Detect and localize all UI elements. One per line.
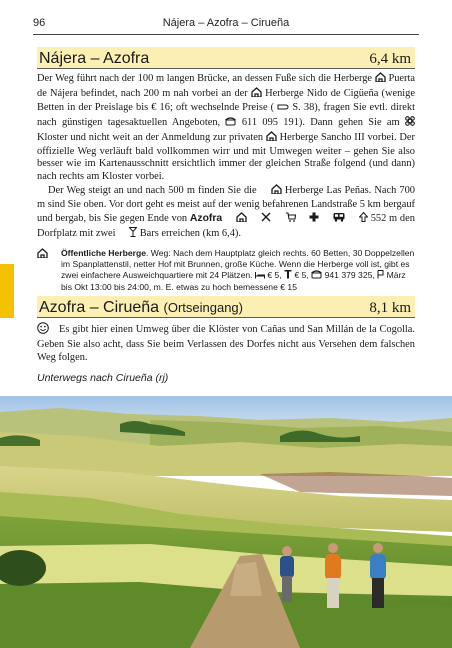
hostel-icon xyxy=(37,248,61,294)
hostel-icon xyxy=(260,184,282,199)
paragraph: Der Weg steigt an und nach 500 m finden Sie die Herberge Las Peñas. Nach 700 m sind Sie oben. Vor dort geht es meist auf der wenig befahrenen Landstraße 5 km bergauf und bergab, bis Sie gegen Ende von Azofra 552 m den Dorfplatz mit zwei Bars erreichen (km 6,4). xyxy=(37,184,415,242)
shop-icon xyxy=(274,212,296,227)
hostel-icon xyxy=(375,72,386,87)
section-azofra-cirauna xyxy=(37,296,415,365)
section-heading xyxy=(37,296,415,318)
hostel-icon xyxy=(251,87,262,102)
phone-icon xyxy=(311,270,322,282)
bed-icon xyxy=(255,271,265,282)
chapter-thumb-tab xyxy=(0,264,14,318)
restaurant-icon xyxy=(250,212,271,227)
opening-hours-icon xyxy=(377,270,384,282)
note-lead: Öffentliche Herberge xyxy=(61,247,147,258)
section-body xyxy=(37,72,415,242)
bar-glass-icon xyxy=(118,227,137,242)
hostel-icon xyxy=(266,131,277,146)
landscape-photo xyxy=(0,396,452,648)
hostel-info-note: Öffentliche Herberge. Weg: Nach dem Hauptplatz gleich rechts. 60 Betten, 30 Doppelzellen im Spanplattenstil, netter Hof mit Brunnen, große Küche. Wenn die Herberge voll ist, gibt es zwei einfachere Ausweichquartiere mit 24 Plätzen. € 5, € 5, 941 379 325, März bis Okt 13:00 bis 24:00, m. E. etwas zu hoch bemessene € 15 xyxy=(37,248,415,294)
section-title: Azofra – Cirueña xyxy=(39,299,160,316)
page-number: 96 xyxy=(33,17,46,29)
smiley-icon xyxy=(37,322,49,339)
pointing-hand-icon xyxy=(277,103,289,116)
running-title: Nájera – Azofra – Cirueña xyxy=(162,17,290,29)
elevation-arrow-icon xyxy=(348,212,368,227)
photo-caption: Unterwegs nach Cirueña (rj) xyxy=(37,372,169,384)
phone-icon xyxy=(225,117,236,131)
hostel-icon xyxy=(225,212,247,227)
place-name: Azofra xyxy=(189,213,223,225)
bus-icon xyxy=(322,212,345,227)
monastery-icon xyxy=(405,116,415,131)
section-distance: 6,4 km xyxy=(369,51,411,67)
section-distance: 8,1 km xyxy=(369,300,411,316)
section-title: Nájera – Azofra xyxy=(39,50,150,67)
section-body: Es gibt hier einen Umweg über die Klöster von Cañas und San Millán de la Cogolla. Geben Sie also acht, dass Sie beim Verlassen des Dorfes nicht aus Versehen dem falschen Weg folgen. xyxy=(37,324,415,363)
section-subtitle: (Ortseingang) xyxy=(163,300,243,315)
pharmacy-icon xyxy=(298,212,319,227)
header-rule xyxy=(33,34,419,35)
paragraph: Der Weg führt nach der 100 m langen Brücke, an dessen Fuße sich die Herberge Puerta de Nájera befindet, nach 200 m nah vorbei an der Herberge Nido de Cigüeña (wenige Betten in der Preislage bis € 16; oft wechselnde Preise ( S. 38), fragen Sie evtl. direkt nach günstigen tagesaktuellen Angeboten, 611 095 191). Dann gehen Sie am Kloster und nicht weit an der Anmeldung zur privaten Herberge Sancho III vorbei. Der offizielle Weg verläuft bald vollkommen wirr und mit Umwegen weiter – gehen Sie also besser wie im Kartenausschnitt ersichtlich immer der gleichen Straße folgend (und dann) nach rechts am Kloster vorbei. xyxy=(37,73,415,183)
section-heading xyxy=(37,47,415,69)
section-najera-azofra xyxy=(37,47,415,294)
dinner-icon xyxy=(284,270,292,282)
running-header xyxy=(33,17,419,33)
